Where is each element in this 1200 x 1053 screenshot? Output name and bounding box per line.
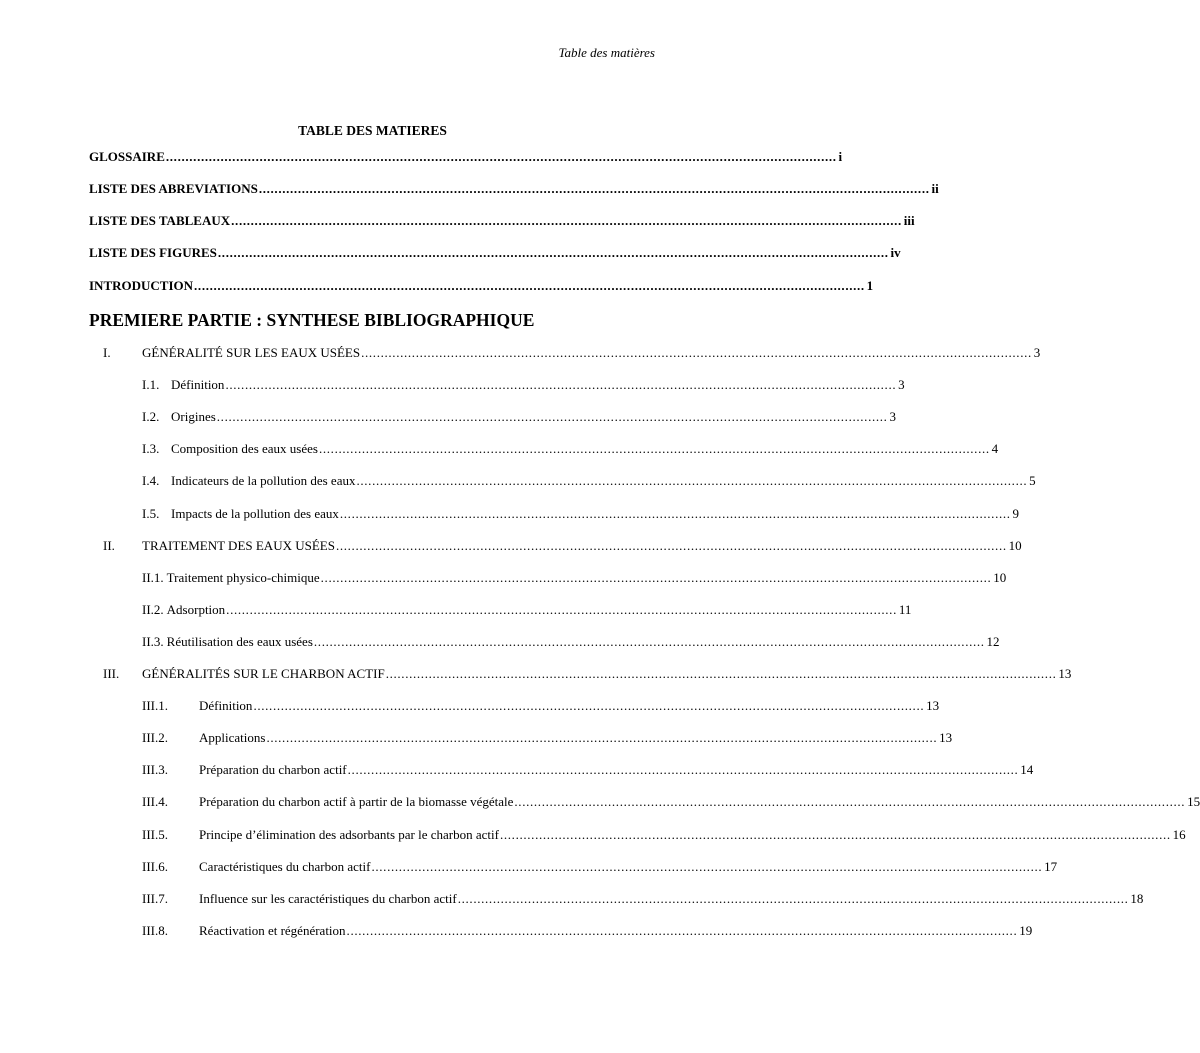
toc-subsection-1-2[interactable] xyxy=(142,408,896,426)
toc-entry-number: II.2. xyxy=(142,602,164,617)
toc-subsection-2-1[interactable] xyxy=(142,569,1007,587)
toc-entry-label: Réutilisation des eaux usées xyxy=(166,634,313,649)
dot-leader xyxy=(217,408,888,426)
toc-subsection-3-7[interactable] xyxy=(142,890,1144,908)
toc-entry-page: 17 xyxy=(1044,859,1058,874)
toc-entry-label: Définition xyxy=(171,377,225,392)
toc-entry-label: Réactivation et régénération xyxy=(199,923,346,938)
toc-entry-figures[interactable] xyxy=(89,244,901,262)
dot-leader xyxy=(321,569,992,587)
toc-subsection-2-2[interactable] xyxy=(142,601,912,619)
toc-subsection-1-5[interactable] xyxy=(142,505,1020,523)
toc-entry-number: III.2. xyxy=(142,730,168,745)
dot-leader xyxy=(259,180,930,198)
dot-leader xyxy=(386,665,1057,683)
toc-entry-label: LISTE DES ABREVIATIONS xyxy=(89,181,258,196)
toc-subsection-3-2[interactable] xyxy=(142,729,953,747)
toc-section-2[interactable] xyxy=(89,537,1022,555)
toc-entry-label: Préparation du charbon actif xyxy=(199,762,347,777)
toc-entry-number: III.7. xyxy=(142,891,168,906)
dot-leader xyxy=(348,761,1019,779)
toc-entry-label: Principe d’élimination des adsorbants par le charbon actif xyxy=(199,827,499,842)
toc-entry-label: INTRODUCTION xyxy=(89,278,194,293)
toc-entry-label: LISTE DES FIGURES xyxy=(89,245,217,260)
toc-entry-page: 1 xyxy=(866,278,874,293)
dot-leader xyxy=(347,922,1018,940)
toc-entry-tableaux[interactable] xyxy=(89,212,915,230)
toc-subsection-1-1[interactable] xyxy=(142,376,905,394)
toc-entry-number: I.3. xyxy=(142,441,160,456)
dot-leader xyxy=(253,697,924,715)
toc-entry-label: Composition des eaux usées xyxy=(171,441,318,456)
toc-entry-abreviations[interactable] xyxy=(89,180,939,198)
toc-entry-number: II.3. xyxy=(142,634,164,649)
dot-leader xyxy=(371,858,1042,876)
toc-subsection-3-1[interactable] xyxy=(142,697,940,715)
toc-entry-page: 4 xyxy=(991,441,999,456)
toc-entry-label: Caractéristiques du charbon actif xyxy=(199,859,371,874)
dot-leader xyxy=(231,212,902,230)
toc-entry-label: Applications xyxy=(199,730,266,745)
toc-entry-number: I. xyxy=(103,345,111,360)
toc-entry-page: 19 xyxy=(1019,923,1033,938)
toc-entry-page: 13 xyxy=(926,698,940,713)
toc-entry-page: iii xyxy=(903,213,915,228)
toc-entry-page: 13 xyxy=(939,730,953,745)
toc-entry-number: III. xyxy=(103,666,120,681)
dot-leader xyxy=(500,826,1171,844)
toc-section-1[interactable] xyxy=(89,344,1041,362)
toc-entry-page: 12 xyxy=(986,634,1000,649)
toc-entry-page: 10 xyxy=(993,570,1007,585)
dot-leader xyxy=(226,601,897,619)
toc-entry-number: III.8. xyxy=(142,923,168,938)
toc-entry-label: Indicateurs de la pollution des eaux xyxy=(171,473,356,488)
dot-leader xyxy=(266,729,937,747)
dot-leader xyxy=(218,244,889,262)
toc-entry-page: 3 xyxy=(898,377,905,392)
toc-entry-number: II. xyxy=(103,538,115,553)
dot-leader xyxy=(514,793,1185,811)
toc-entry-label: Traitement physico-chimique xyxy=(166,570,320,585)
toc-subsection-1-4[interactable] xyxy=(142,472,1036,490)
toc-subsection-2-3[interactable] xyxy=(142,633,1000,651)
toc-entry-number: I.2. xyxy=(142,409,160,424)
toc-entry-number: III.6. xyxy=(142,859,168,874)
toc-entry-page: 3 xyxy=(1033,345,1041,360)
toc-entry-page: 14 xyxy=(1020,762,1034,777)
toc-entry-page: 9 xyxy=(1012,506,1020,521)
toc-entry-page: ii xyxy=(931,181,939,196)
toc-entry-glossaire[interactable] xyxy=(89,148,843,166)
toc-entry-label: Préparation du charbon actif à partir de la biomasse végétale xyxy=(199,794,514,809)
toc-entry-number: III.4. xyxy=(142,794,168,809)
toc-entry-label: Impacts de la pollution des eaux xyxy=(171,506,339,521)
toc-section-3[interactable] xyxy=(89,665,1072,683)
toc-entry-page: iv xyxy=(890,245,901,260)
running-header: Table des matières xyxy=(558,45,655,60)
dot-leader xyxy=(314,633,985,651)
toc-subsection-3-4[interactable] xyxy=(142,793,1200,811)
toc-subsection-3-8[interactable] xyxy=(142,922,1033,940)
toc-entry-number: I.1. xyxy=(142,377,160,392)
toc-entry-number: I.5. xyxy=(142,506,160,521)
toc-entry-label: TRAITEMENT DES EAUX USÉES xyxy=(142,538,335,553)
toc-entry-label: Origines xyxy=(171,409,216,424)
toc-subsection-3-3[interactable] xyxy=(142,761,1034,779)
toc-entry-label: Définition xyxy=(199,698,253,713)
toc-entry-number: III.3. xyxy=(142,762,168,777)
dot-leader xyxy=(356,472,1027,490)
part-title: PREMIERE PARTIE : SYNTHESE BIBLIOGRAPHIQUE xyxy=(89,310,535,330)
dot-leader xyxy=(361,344,1032,362)
toc-entry-introduction[interactable] xyxy=(89,277,874,295)
toc-subsection-3-6[interactable] xyxy=(142,858,1058,876)
toc-entry-page: 5 xyxy=(1029,473,1036,488)
toc-entry-label: Influence sur les caractéristiques du charbon actif xyxy=(199,891,457,906)
toc-entry-label: GÉNÉRALITÉ SUR LES EAUX USÉES xyxy=(142,345,361,360)
toc-entry-number: III.5. xyxy=(142,827,168,842)
toc-entry-page: 11 xyxy=(898,602,912,617)
toc-entry-label: Adsorption xyxy=(166,602,226,617)
toc-entry-page: 16 xyxy=(1172,827,1186,842)
dot-leader xyxy=(166,148,837,166)
toc-subsection-1-3[interactable] xyxy=(142,440,999,458)
toc-entry-number: II.1. xyxy=(142,570,164,585)
toc-entry-label: GLOSSAIRE xyxy=(89,149,165,164)
toc-title: TABLE DES MATIERES xyxy=(298,123,447,138)
toc-entry-number: I.4. xyxy=(142,473,160,488)
toc-entry-label: LISTE DES TABLEAUX xyxy=(89,213,231,228)
toc-entry-page: 15 xyxy=(1187,794,1200,809)
toc-entry-page: 18 xyxy=(1130,891,1144,906)
dot-leader xyxy=(458,890,1129,908)
toc-subsection-3-5[interactable] xyxy=(142,826,1186,844)
toc-entry-page: i xyxy=(838,149,843,164)
toc-entry-number: III.1. xyxy=(142,698,168,713)
toc-entry-page: 13 xyxy=(1058,666,1072,681)
dot-leader xyxy=(336,537,1007,555)
dot-leader xyxy=(319,440,990,458)
toc-entry-label: GÉNÉRALITÉS SUR LE CHARBON ACTIF xyxy=(142,666,385,681)
toc-entry-page: 10 xyxy=(1008,538,1022,553)
dot-leader xyxy=(340,505,1011,523)
dot-leader xyxy=(225,376,896,394)
dot-leader xyxy=(194,277,865,295)
toc-entry-page: 3 xyxy=(889,409,896,424)
